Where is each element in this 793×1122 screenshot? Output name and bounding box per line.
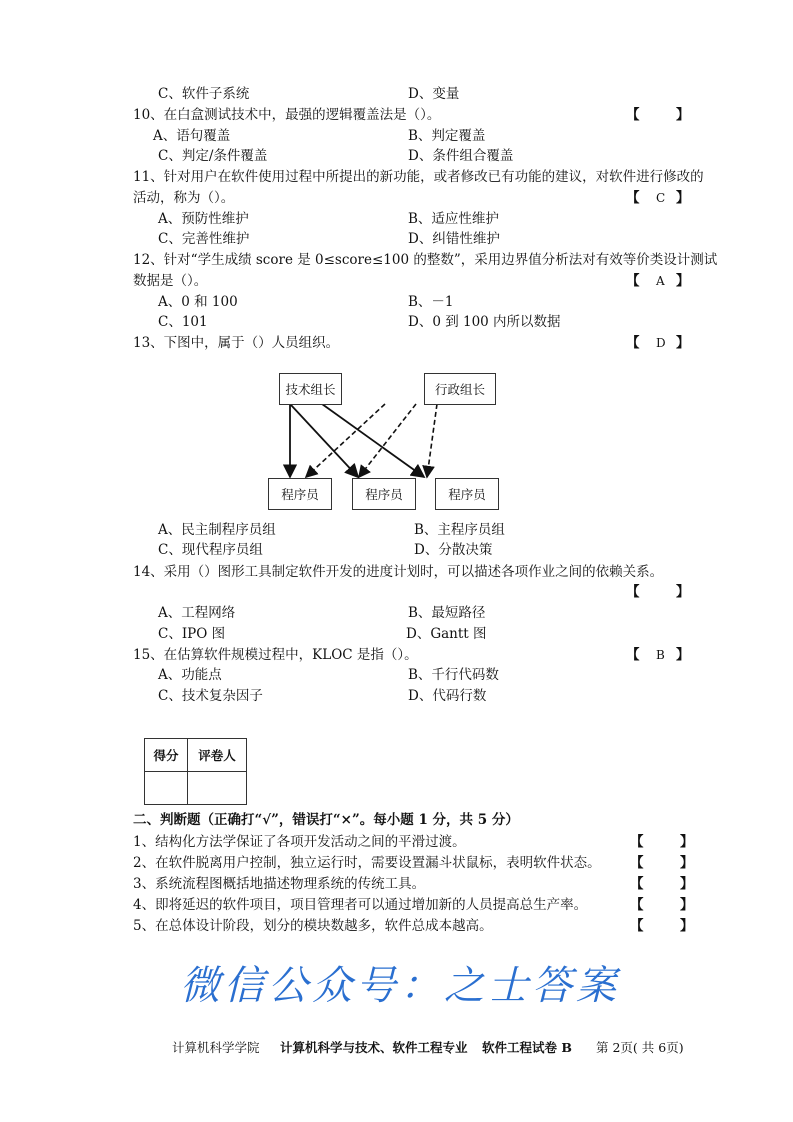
diagram-node-programmer: 程序员: [352, 478, 416, 510]
q15-answer: B: [656, 648, 665, 662]
q13-stem: 13、下图中，属于（）人员组织。: [133, 335, 340, 351]
q13-bracket-open: 【: [626, 335, 640, 351]
q13-option-a: A、民主制程序员组: [158, 522, 276, 538]
score-header: 得分: [145, 739, 188, 772]
q11-stem-line2: 活动，称为（）。: [133, 190, 235, 206]
footer-college: 计算机科学学院: [172, 1040, 260, 1055]
bracket-open: 【: [630, 918, 644, 934]
q12-answer: A: [656, 274, 665, 288]
judge-item: 3、系统流程图概括地描述物理系统的传统工具。: [133, 876, 426, 892]
q10-bracket-close: 】: [676, 107, 690, 123]
judge-item: 5、在总体设计阶段，划分的模块数越多，软件总成本越高。: [133, 918, 493, 934]
bracket-close: 】: [680, 897, 694, 913]
bracket-open: 【: [630, 897, 644, 913]
q9-option-c: C、软件子系统: [158, 86, 250, 102]
q12-bracket-open: 【: [626, 273, 640, 289]
judge-item: 1、结构化方法学保证了各项开发活动之间的平滑过渡。: [133, 834, 466, 850]
bracket-close: 】: [680, 918, 694, 934]
diagram-node-programmer: 程序员: [435, 478, 499, 510]
q11-bracket-close: 】: [676, 190, 690, 206]
q12-option-c: C、101: [158, 314, 208, 330]
q15-stem: 15、在估算软件规模过程中，KLOC 是指（）。: [133, 647, 418, 663]
diagram-node-admin-lead: 行政组长: [424, 373, 496, 405]
q14-stem: 14、采用（）图形工具制定软件开发的进度计划时，可以描述各项作业之间的依赖关系。: [133, 564, 664, 580]
q12-stem-line2: 数据是（）。: [133, 273, 208, 289]
q14-option-c: C、IPO 图: [158, 626, 226, 642]
watermark: 微信公众号：之士答案: [180, 963, 620, 1009]
q9-option-d: D、变量: [408, 86, 460, 102]
score-cell[interactable]: [145, 772, 188, 805]
diagram-node-tech-lead: 技术组长: [279, 373, 342, 405]
q14-bracket-close: 】: [676, 584, 690, 600]
footer-major: 计算机科学与技术、软件工程专业: [280, 1040, 468, 1055]
footer-page: 第 2页( 共 6页): [596, 1040, 684, 1055]
bracket-close: 】: [680, 876, 694, 892]
q10-option-d: D、条件组合覆盖: [408, 148, 514, 164]
section2-title: 二、判断题（正确打“√”，错误打“×”。每小题 1 分，共 5 分）: [133, 812, 519, 828]
q11-answer: C: [656, 191, 666, 205]
grader-header: 评卷人: [188, 739, 247, 772]
q13-option-c: C、现代程序员组: [158, 542, 263, 558]
bracket-close: 】: [680, 834, 694, 850]
diagram-node-programmer: 程序员: [268, 478, 332, 510]
q15-option-c: C、技术复杂因子: [158, 688, 263, 704]
q13-option-b: B、主程序员组: [414, 522, 505, 538]
footer-paper: 软件工程试卷 B: [482, 1040, 572, 1055]
q15-bracket-close: 】: [676, 647, 690, 663]
q15-bracket-open: 【: [626, 647, 640, 663]
solid-arrows: [290, 404, 424, 477]
q11-option-a: A、预防性维护: [158, 211, 249, 227]
q13-answer: D: [656, 336, 666, 350]
q12-option-d: D、0 到 100 内所以数据: [408, 314, 561, 330]
score-table: [144, 738, 247, 805]
grader-cell[interactable]: [188, 772, 247, 805]
q14-option-a: A、工程网络: [158, 605, 236, 621]
q10-option-a: A、语句覆盖: [153, 128, 231, 144]
q12-bracket-close: 】: [676, 273, 690, 289]
q11-option-b: B、适应性维护: [408, 211, 499, 227]
q15-option-b: B、千行代码数: [408, 667, 499, 683]
q12-option-b: B、－1: [408, 294, 454, 310]
judge-item: 4、即将延迟的软件项目，项目管理者可以通过增加新的人员提高总生产率。: [133, 897, 588, 913]
judge-item: 2、在软件脱离用户控制，独立运行时，需要设置漏斗状鼠标，表明软件状态。: [133, 855, 601, 871]
q10-stem: 10、在白盒测试技术中，最强的逻辑覆盖法是（）。: [133, 107, 441, 123]
q11-bracket-open: 【: [626, 190, 640, 206]
q13-option-d: D、分散决策: [414, 542, 493, 558]
q10-option-c: C、判定/条件覆盖: [158, 148, 268, 164]
bracket-open: 【: [630, 876, 644, 892]
q12-option-a: A、0 和 100: [158, 294, 238, 310]
q11-option-c: C、完善性维护: [158, 231, 250, 247]
q10-option-b: B、判定覆盖: [408, 128, 486, 144]
bracket-open: 【: [630, 855, 644, 871]
q11-option-d: D、纠错性维护: [408, 231, 500, 247]
q11-stem-line1: 11、针对用户在软件使用过程中所提出的新功能，或者修改已有功能的建议，对软件进行修改的: [133, 169, 704, 185]
q13-bracket-close: 】: [676, 335, 690, 351]
q15-option-d: D、代码行数: [408, 688, 487, 704]
bracket-close: 】: [680, 855, 694, 871]
bracket-open: 【: [630, 834, 644, 850]
q12-stem-line1: 12、针对“学生成绩 score 是 0≤score≤100 的整数”，采用边界值分析法对有效等价类设计测试: [133, 252, 718, 268]
q14-option-d: D、Gantt 图: [406, 626, 487, 642]
q14-bracket-open: 【: [626, 584, 640, 600]
q15-option-a: A、功能点: [158, 667, 222, 683]
q14-option-b: B、最短路径: [408, 605, 486, 621]
q10-bracket-open: 【: [626, 107, 640, 123]
